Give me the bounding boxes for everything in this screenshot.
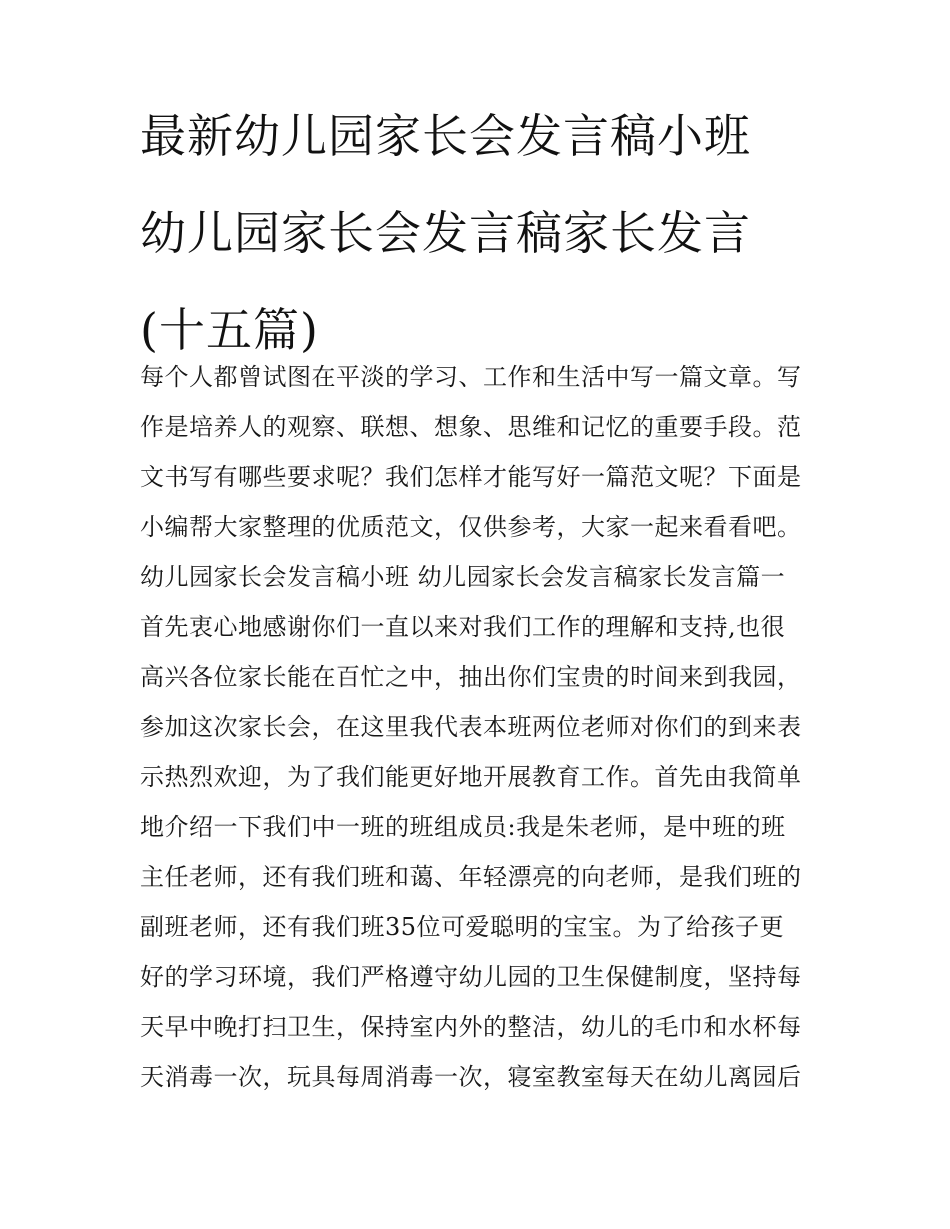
body-text-line: 首先衷心地感谢你们一直以来对我们工作的理解和支持,也很 <box>140 613 786 641</box>
title-line: 幼儿园家长会发言稿家长发言 <box>140 206 751 260</box>
body-text-line: 副班老师，还有我们班35位可爱聪明的宝宝。为了给孩子更 <box>140 913 785 941</box>
body-text-line: 示热烈欢迎，为了我们能更好地开展教育工作。首先由我简单 <box>140 763 802 791</box>
document-title <box>140 110 820 356</box>
body-text-line: 参加这次家长会，在这里我代表本班两位老师对你们的到来表 <box>140 713 802 741</box>
title-line: 最新幼儿园家长会发言稿小班 <box>140 109 751 163</box>
body-text-line: 天早中晚打扫卫生，保持室内外的整洁，幼儿的毛巾和水杯每 <box>140 1013 802 1041</box>
body-text-line: 每个人都曾试图在平淡的学习、工作和生活中写一篇文章。写 <box>140 363 802 391</box>
body-text-line: 地介绍一下我们中一班的班组成员:我是朱老师，是中班的班 <box>140 813 786 841</box>
body-text-line: 幼儿园家长会发言稿小班 幼儿园家长会发言稿家长发言篇一 <box>140 563 786 591</box>
body-text-line: 高兴各位家长能在百忙之中，抽出你们宝贵的时间来到我园， <box>140 663 802 691</box>
body-text-line: 作是培养人的观察、联想、想象、思维和记忆的重要手段。范 <box>140 413 802 441</box>
body-text-line: 好的学习环境，我们严格遵守幼儿园的卫生保健制度，坚持每 <box>140 963 802 991</box>
body-text-line: 小编帮大家整理的优质范文，仅供参考，大家一起来看看吧。 <box>140 513 802 541</box>
body-text-line: 主任老师，还有我们班和蔼、年轻漂亮的向老师，是我们班的 <box>140 863 802 891</box>
title-line: (十五篇) <box>140 303 319 357</box>
body-text-line: 天消毒一次，玩具每周消毒一次，寝室教室每天在幼儿离园后 <box>140 1063 802 1091</box>
body-text-line: 文书写有哪些要求呢？我们怎样才能写好一篇范文呢？下面是 <box>140 463 802 491</box>
document-body <box>140 362 820 1112</box>
